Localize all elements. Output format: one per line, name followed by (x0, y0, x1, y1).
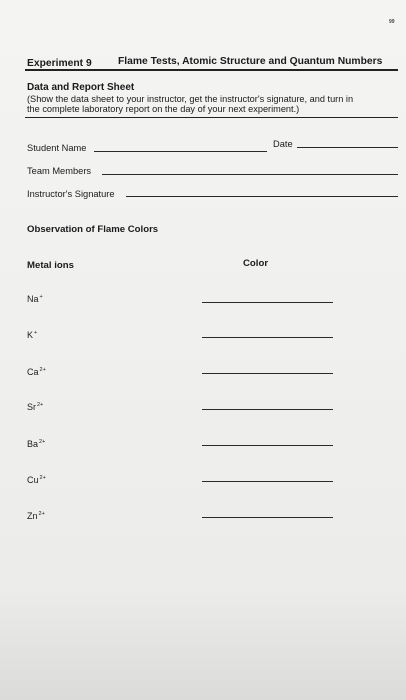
report-heading: Data and Report Sheet (27, 82, 135, 93)
instructions-rule (25, 117, 398, 118)
metal-ions-header: Metal ions (27, 260, 74, 271)
ion-label-zn: $Zn^{2+}$ (27, 511, 45, 521)
ion-label-ba: $Ba^{2+}$ (27, 439, 46, 449)
ion-label-na: Na+ (27, 294, 43, 304)
ion-label-cu: $Cu^{2+}$ (27, 475, 46, 485)
color-blank-k[interactable] (202, 337, 333, 338)
experiment-title: Flame Tests, Atomic Structure and Quantum Numbers (118, 56, 383, 67)
color-blank-ba[interactable] (202, 445, 333, 446)
date-field[interactable] (297, 147, 398, 148)
instructions-line-1: (Show the data sheet to your instructor, get the instructor's signature, and turn in (27, 94, 354, 104)
experiment-number: Experiment 9 (27, 58, 92, 69)
team-members-label: Team Members (27, 166, 92, 176)
observation-title: Observation of Flame Colors (27, 224, 159, 235)
instructor-signature-label: Instructor's Signature (27, 189, 115, 199)
instructions-line-2: the complete laboratory report on the day of your next experiment.) (27, 104, 300, 115)
team-members-field[interactable] (102, 174, 398, 175)
color-header: Color (243, 258, 269, 269)
ion-label-sr: $Sr^{2+}$ (27, 402, 44, 412)
page-number: 99 (389, 19, 395, 25)
header-rule (25, 69, 398, 71)
color-blank-na[interactable] (202, 302, 333, 303)
instructor-signature-field[interactable] (126, 196, 398, 197)
ion-label-ca: $Ca^{2+}$ (27, 367, 46, 377)
ion-label-k: K+ (27, 330, 38, 340)
date-label: Date (273, 139, 293, 149)
color-blank-zn[interactable] (202, 517, 333, 518)
color-blank-ca[interactable] (202, 373, 333, 374)
color-blank-sr[interactable] (202, 409, 333, 410)
color-blank-cu[interactable] (202, 481, 333, 482)
report-instructions (27, 94, 353, 115)
student-name-field[interactable] (94, 151, 267, 152)
student-name-label: Student Name (27, 143, 87, 153)
page-shadow (0, 590, 406, 700)
